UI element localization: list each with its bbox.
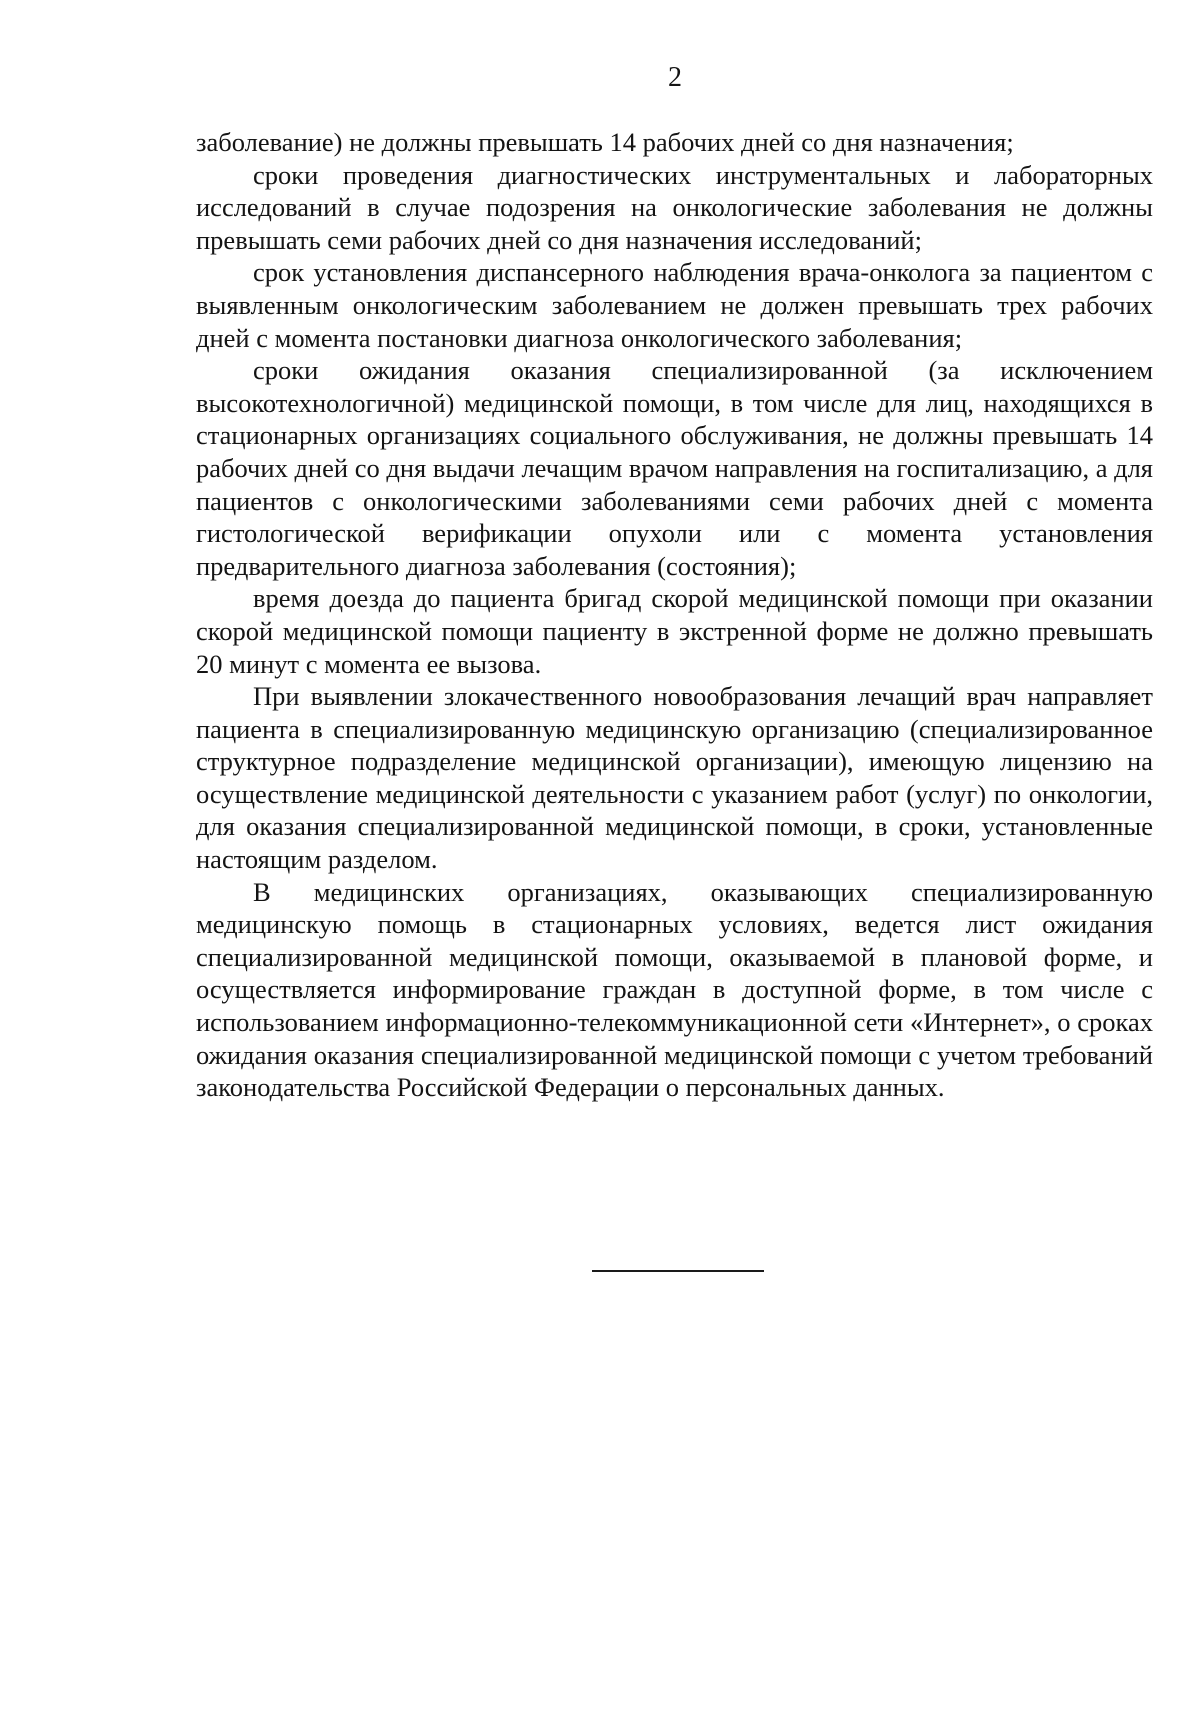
paragraph-dispensary-observation: срок установления диспансерного наблюдения врача-онколога за пациентом с выявленным онкологическим заболеванием не должен превышать трех рабочих дней с момента постановки диагноза онкологического заболевания; [196,257,1153,353]
paragraph-diagnostics-terms: сроки проведения диагностических инструментальных и лабораторных исследований в случае подозрения на онкологические заболевания не должны превышать семи рабочих дней со дня назначения исследований; [196,159,1153,255]
page-number: 2 [668,62,682,93]
paragraph-waiting-list: В медицинских организациях, оказывающих специализированную медицинскую помощь в стационарных условиях, ведется лист ожидания специализированной медицинской помощи, оказываемой в плановой форме, и осуществляется информирование граждан в доступной форме, в том числе с использованием информационно-телекоммуникационной сети «Интернет», о сроках ожидания оказания специализированной медицинской помощи с учетом требований законодательства Российской Федерации о персональных данных. [196,876,1153,1103]
document-body [196,126,1153,1104]
paragraph-ambulance-arrival: время доезда до пациента бригад скорой медицинской помощи при оказании скорой медицинской помощи пациенту в экстренной форме не должно превышать 20 минут с момента ее вызова. [196,583,1153,679]
paragraph-malignant-neoplasm-referral: При выявлении злокачественного новообразования лечащий врач направляет пациента в специализированную медицинскую организацию (специализированное структурное подразделение медицинской организации), имеющую лицензию на осуществление медицинской деятельности с указанием работ (услуг) по онкологии, для оказания специализированной медицинской помощи, в сроки, установленные настоящим разделом. [196,681,1153,875]
paragraph-specialized-care-waiting: сроки ожидания оказания специализированной (за исключением высокотехнологичной) медицинской помощи, в том числе для лиц, находящихся в стационарных организациях социального обслуживания, не должны превышать 14 рабочих дней со дня выдачи лечащим врачом направления на госпитализацию, а для пациентов с онкологическими заболеваниями семи рабочих дней с момента гистологической верификации опухоли или с момента установления предварительного диагноза заболевания (состояния); [196,355,1153,581]
end-separator-line [592,1270,764,1272]
paragraph-continuation: заболевание) не должны превышать 14 рабочих дней со дня назначения; [196,127,1014,157]
